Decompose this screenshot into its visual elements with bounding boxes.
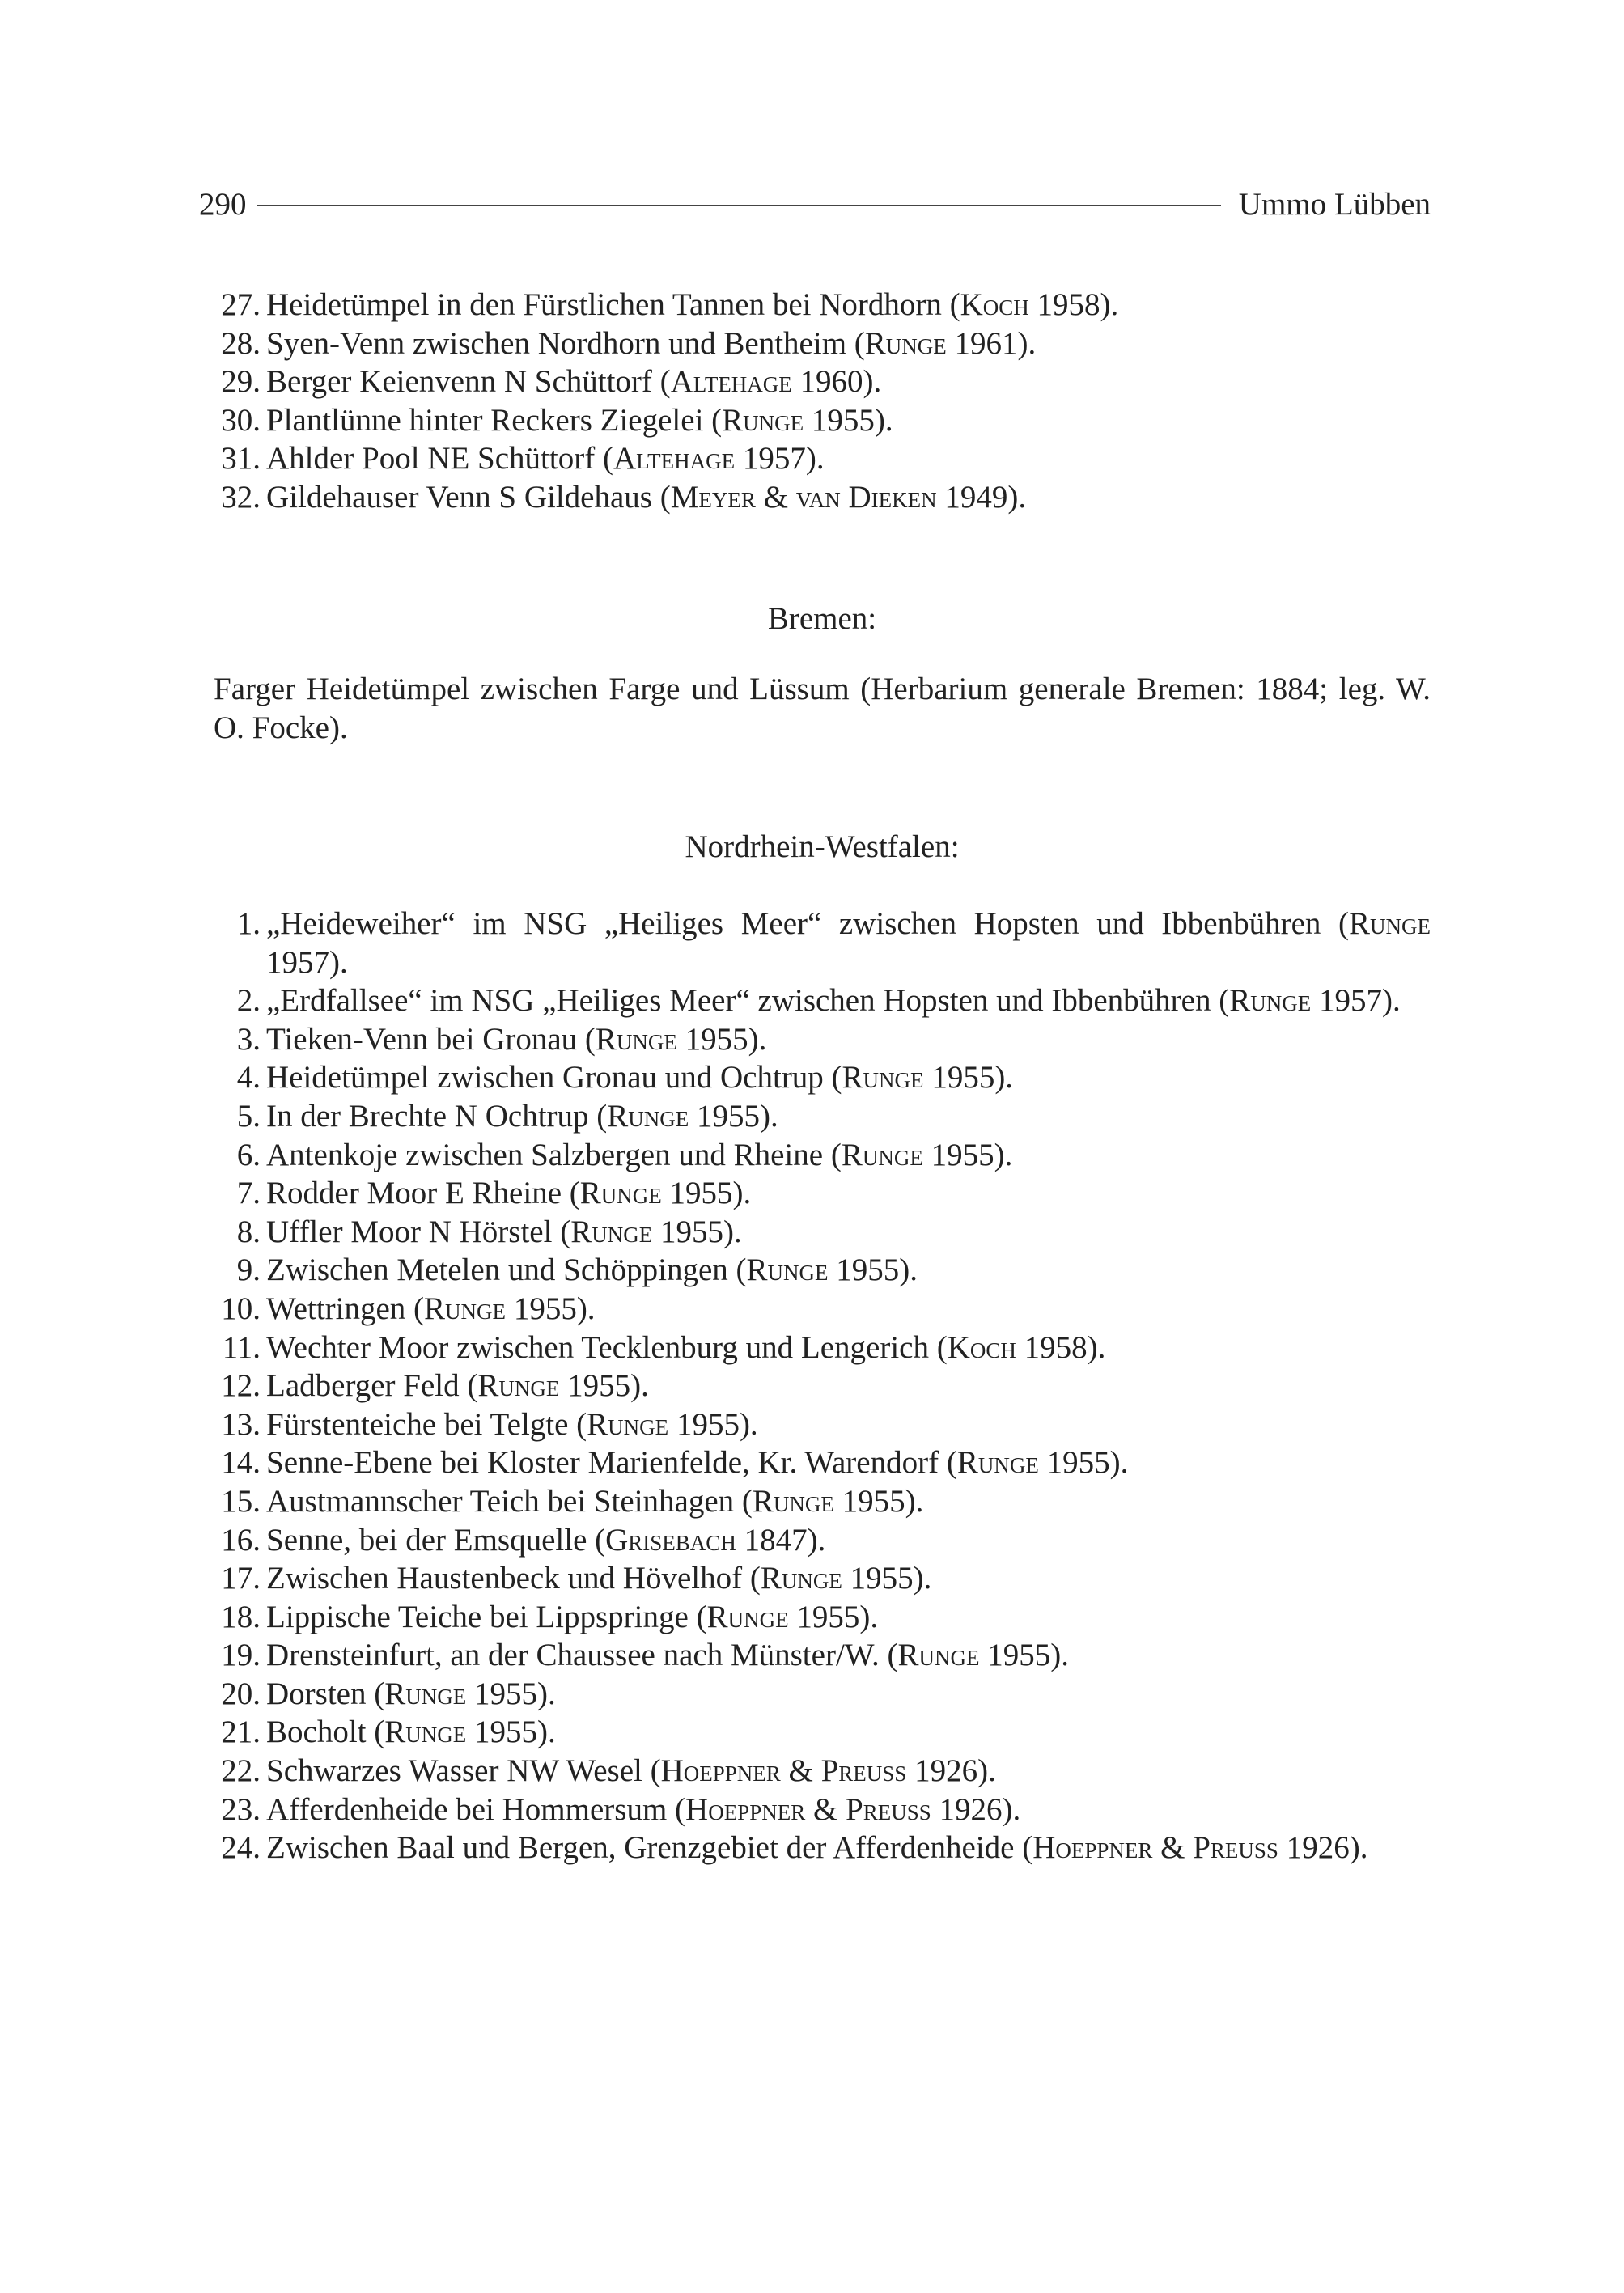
list-item	[214, 1482, 1431, 1521]
item-number: 15.	[221, 1483, 261, 1519]
niedersachsen-list	[214, 286, 1431, 517]
item-author: Runge	[760, 1561, 842, 1596]
list-item	[214, 439, 1431, 478]
item-number: 12.	[221, 1368, 261, 1404]
item-author: Hoeppner & Preuss	[660, 1753, 907, 1789]
item-year: 1957).	[735, 441, 825, 477]
item-text: Uffler Moor N Hörstel (	[266, 1214, 571, 1249]
item-number: 4.	[236, 1060, 261, 1096]
list-item	[214, 1213, 1431, 1252]
page-number: 290	[199, 186, 247, 222]
item-author: Runge	[722, 402, 804, 438]
header-rule	[257, 205, 1221, 206]
item-author: Runge	[424, 1291, 507, 1326]
item-author: Altehage	[670, 364, 792, 400]
item-year: 1847).	[736, 1522, 826, 1558]
item-number: 27.	[221, 287, 261, 322]
item-number: 21.	[221, 1714, 261, 1750]
item-number: 22.	[221, 1753, 261, 1789]
item-text: Dorsten (	[266, 1676, 385, 1711]
item-number: 17.	[221, 1561, 261, 1596]
item-number: 29.	[221, 364, 261, 400]
list-item	[214, 1251, 1431, 1290]
list-item	[214, 1290, 1431, 1329]
list-item	[214, 1367, 1431, 1405]
item-author: Runge	[842, 1060, 924, 1096]
item-text: Berger Keienvenn N Schüttorf (	[266, 364, 671, 400]
item-year: 1955).	[804, 402, 893, 438]
item-author: Runge	[1348, 906, 1431, 941]
item-author: Grisebach	[605, 1522, 736, 1558]
item-text: Wechter Moor zwischen Tecklenburg und Lengerich (	[266, 1329, 948, 1365]
item-number: 6.	[236, 1137, 261, 1172]
item-number: 7.	[236, 1176, 261, 1211]
item-number: 16.	[221, 1522, 261, 1558]
item-author: Runge	[841, 1137, 923, 1172]
list-item	[214, 1636, 1431, 1675]
item-text: Zwischen Haustenbeck und Hövelhof (	[266, 1561, 761, 1596]
item-text: Heidetümpel in den Fürstlichen Tannen bei Nordhorn (	[266, 287, 960, 322]
list-item	[214, 324, 1431, 363]
list-item	[214, 478, 1431, 517]
list-item	[214, 1791, 1431, 1829]
item-text: Wettringen (	[266, 1291, 425, 1326]
item-author: Altehage	[613, 441, 736, 477]
item-text: Rodder Moor E Rheine (	[266, 1176, 580, 1211]
item-number: 19.	[221, 1638, 261, 1673]
item-author: Runge	[384, 1676, 467, 1711]
item-text: „Erdfallsee“ im NSG „Heiliges Meer“ zwischen Hopsten und Ibbenbühren (	[266, 983, 1230, 1019]
list-item	[214, 286, 1431, 324]
item-text: Senne-Ebene bei Kloster Marienfelde, Kr. Warendorf (	[266, 1445, 957, 1481]
item-text: Gildehauser Venn S Gildehaus (	[266, 479, 671, 515]
item-author: Hoeppner & Preuss	[685, 1791, 931, 1827]
item-year: 1926).	[931, 1791, 1021, 1827]
item-text: In der Brechte N Ochtrup (	[266, 1098, 608, 1134]
list-item	[214, 1752, 1431, 1791]
item-text: Lippische Teiche bei Lippspringe (	[266, 1599, 707, 1634]
item-author: Runge	[897, 1638, 980, 1673]
item-number: 1.	[236, 906, 261, 941]
item-text: Drensteinfurt, an der Chaussee nach Münster/W. (	[266, 1638, 898, 1673]
item-number: 32.	[221, 479, 261, 515]
item-number: 24.	[221, 1830, 261, 1866]
item-text: Zwischen Metelen und Schöppingen (	[266, 1252, 747, 1288]
item-year: 1960).	[791, 364, 882, 400]
item-text: Bocholt (	[266, 1714, 385, 1750]
list-item	[214, 1097, 1431, 1136]
list-item	[214, 1329, 1431, 1367]
item-author: Runge	[570, 1214, 653, 1249]
item-number: 23.	[221, 1791, 261, 1827]
item-author: Runge	[595, 1021, 677, 1057]
item-text: Tieken-Venn bei Gronau (	[266, 1021, 596, 1057]
item-number: 31.	[221, 441, 261, 477]
item-author: Meyer & van Dieken	[670, 479, 937, 515]
item-number: 13.	[221, 1406, 261, 1442]
item-number: 2.	[236, 983, 261, 1019]
list-item	[214, 1136, 1431, 1175]
item-year: 1957).	[266, 944, 348, 980]
item-number: 20.	[221, 1676, 261, 1711]
item-year: 1955).	[689, 1098, 778, 1134]
item-year: 1955).	[652, 1214, 742, 1249]
item-number: 5.	[236, 1098, 261, 1134]
section-title-bremen: Bremen:	[767, 601, 877, 636]
item-text: Heidetümpel zwischen Gronau und Ochtrup (	[266, 1060, 842, 1096]
item-number: 28.	[221, 325, 261, 361]
item-author: Runge	[384, 1714, 467, 1750]
list-item	[214, 1058, 1431, 1097]
item-number: 8.	[236, 1214, 261, 1249]
list-item	[214, 1174, 1431, 1213]
running-header	[199, 184, 1431, 223]
item-text: Schwarzes Wasser NW Wesel (	[266, 1753, 661, 1789]
item-author: Runge	[477, 1368, 560, 1404]
item-year: 1955).	[559, 1368, 649, 1404]
item-year: 1955).	[833, 1483, 924, 1519]
item-year: 1955).	[979, 1638, 1070, 1673]
list-item	[214, 362, 1431, 401]
item-text: „Heideweiher“ im NSG „Heiliges Meer“ zwischen Hopsten und Ibbenbühren (	[266, 906, 1349, 941]
list-item	[214, 401, 1431, 440]
item-year: 1958).	[1028, 287, 1119, 322]
item-author: Koch	[947, 1329, 1016, 1365]
item-text: Plantlünne hinter Reckers Ziegelei (	[266, 402, 723, 438]
item-text: Antenkoje zwischen Salzbergen und Rheine (	[266, 1137, 842, 1172]
item-year: 1955).	[668, 1406, 758, 1442]
item-year: 1955).	[923, 1060, 1014, 1096]
item-text: Ahlder Pool NE Schüttorf (	[266, 441, 613, 477]
item-year: 1955).	[661, 1176, 752, 1211]
item-year: 1958).	[1016, 1329, 1106, 1365]
list-item	[214, 1559, 1431, 1598]
item-number: 9.	[236, 1252, 261, 1288]
item-number: 10.	[221, 1291, 261, 1326]
item-year: 1955).	[676, 1021, 767, 1057]
item-author: Runge	[864, 325, 947, 361]
item-author: Runge	[706, 1599, 789, 1634]
list-item	[214, 981, 1431, 1020]
item-text: Austmannscher Teich bei Steinhagen (	[266, 1483, 753, 1519]
item-text: Fürstenteiche bei Telgte (	[266, 1406, 587, 1442]
section-title-nrw: Nordrhein-Westfalen:	[685, 829, 960, 864]
item-year: 1955).	[842, 1561, 932, 1596]
item-year: 1955).	[828, 1252, 918, 1288]
item-author: Runge	[1229, 983, 1312, 1019]
list-item	[214, 1713, 1431, 1752]
list-item	[214, 1829, 1431, 1867]
item-author: Runge	[587, 1406, 669, 1442]
item-author: Runge	[746, 1252, 829, 1288]
item-year: 1955).	[506, 1291, 596, 1326]
item-number: 14.	[221, 1445, 261, 1481]
item-author: Runge	[579, 1176, 662, 1211]
item-number: 11.	[222, 1329, 261, 1365]
item-year: 1955).	[466, 1676, 556, 1711]
list-item	[214, 1521, 1431, 1560]
item-text: Afferdenheide bei Hommersum (	[266, 1791, 686, 1827]
item-year: 1957).	[1311, 983, 1401, 1019]
list-item	[214, 1443, 1431, 1482]
item-text: Senne, bei der Emsquelle (	[266, 1522, 606, 1558]
item-author: Runge	[956, 1445, 1039, 1481]
list-item	[214, 905, 1431, 981]
item-text: Zwischen Baal und Bergen, Grenzgebiet der Afferdenheide (	[266, 1830, 1033, 1866]
nrw-list	[214, 905, 1431, 1867]
item-author: Hoeppner & Preuss	[1032, 1830, 1278, 1866]
item-number: 30.	[221, 402, 261, 438]
item-number: 18.	[221, 1599, 261, 1634]
item-author: Koch	[960, 287, 1029, 322]
item-year: 1926).	[906, 1753, 996, 1789]
item-year: 1955).	[788, 1599, 879, 1634]
list-item	[214, 1020, 1431, 1059]
list-item	[214, 1675, 1431, 1714]
item-year: 1955).	[1038, 1445, 1129, 1481]
item-text: Syen-Venn zwischen Nordhorn und Bentheim (	[266, 325, 865, 361]
bremen-entry: Farger Heidetümpel zwischen Farge und Lüssum (Herbarium generale Bremen: 1884; leg. W. O. Focke).	[214, 672, 1431, 745]
item-year: 1961).	[946, 325, 1037, 361]
header-author: Ummo Lübben	[1238, 186, 1431, 222]
item-text: Ladberger Feld (	[266, 1368, 478, 1404]
item-author: Runge	[607, 1098, 689, 1134]
item-year: 1955).	[922, 1137, 1013, 1172]
item-year: 1955).	[466, 1714, 556, 1750]
item-year: 1949).	[936, 479, 1027, 515]
item-year: 1926).	[1278, 1830, 1368, 1866]
item-number: 3.	[236, 1021, 261, 1057]
item-author: Runge	[752, 1483, 834, 1519]
list-item	[214, 1598, 1431, 1637]
list-item	[214, 1405, 1431, 1444]
